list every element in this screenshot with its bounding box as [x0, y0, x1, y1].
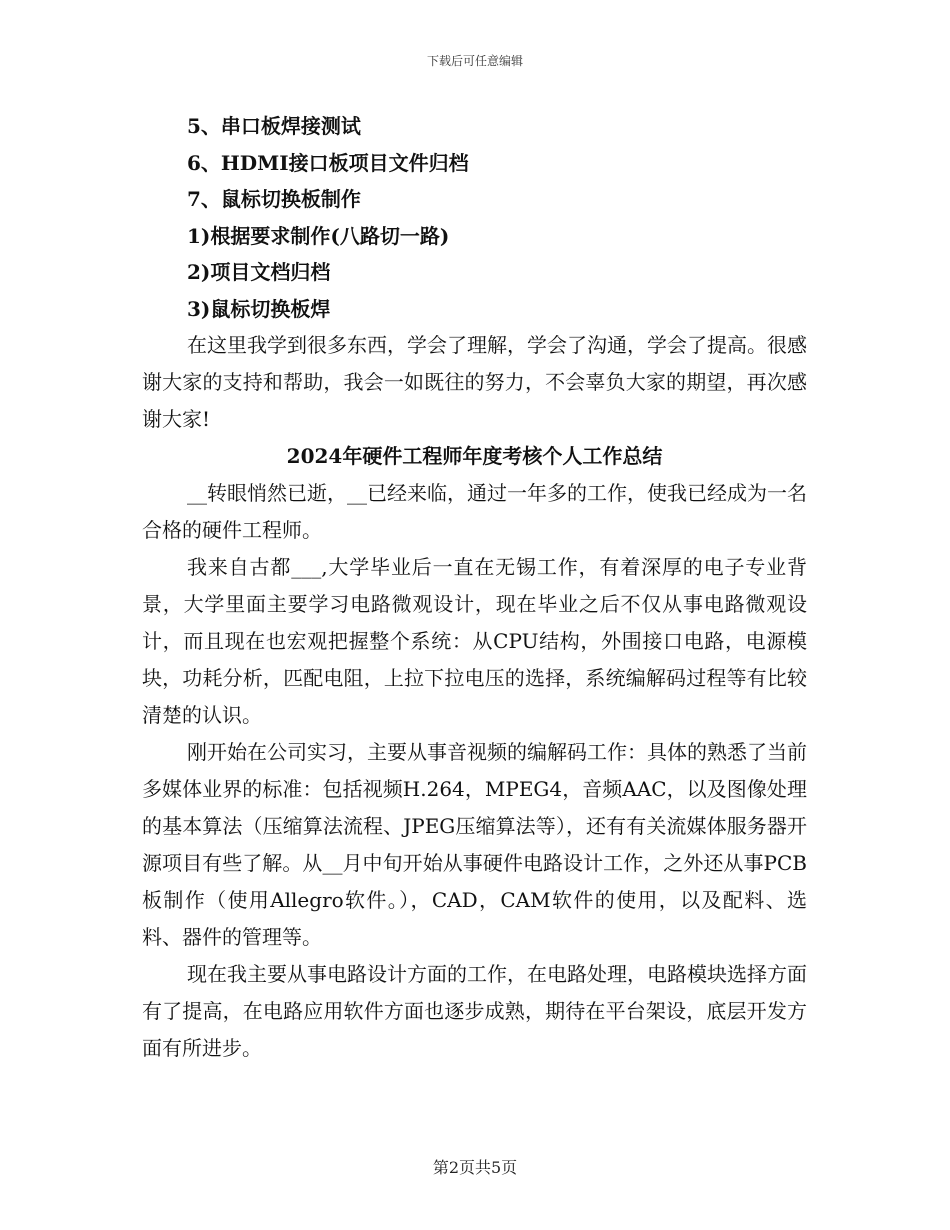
document-body	[142, 108, 807, 1067]
list-item: 1)根据要求制作(八路切一路)	[187, 223, 450, 248]
page-header-note: 下载后可任意编辑	[426, 54, 523, 68]
body-paragraph: 刚开始在公司实习，主要从事音视频的编解码工作：具体的熟悉了当前多媒体业界的标准：包括视频H.264，MPEG4，音频AAC，以及图像处理的基本算法（压缩算法流程、JPEG压缩算法等），还有有关流媒体服务器开源项目有些了解。从__月中旬开始从事硬件电路设计工作，之外还从事PCB板制作（使用Allegro软件。），CAD，CAM软件的使用，以及配料、选料、器件的管理等。	[142, 740, 807, 949]
list-item: 5、串口板焊接测试	[187, 114, 361, 138]
list-item: 6、HDMI接口板项目文件归档	[187, 150, 469, 175]
page-number: 第2页共5页	[432, 1158, 518, 1177]
body-paragraph: 我来自古都___,大学毕业后一直在无锡工作，有着深厚的电子专业背景，大学里面主要学习电路微观设计，现在毕业之后不仅从事电路微观设计，而且现在也宏观把握整个系统：从CPU结构，外围接口电路，电源模块，功耗分析，匹配电阻，上拉下拉电压的选择，系统编解码过程等有比较清楚的认识。	[142, 555, 807, 727]
body-paragraph: __转眼悄然已逝，__已经来临，通过一年多的工作，使我已经成为一名合格的硬件工程师。	[142, 481, 807, 542]
section-title: 2024年硬件工程师年度考核个人工作总结	[286, 444, 663, 468]
body-paragraph: 现在我主要从事电路设计方面的工作，在电路处理，电路模块选择方面有了提高，在电路应用软件方面也逐步成熟，期待在平台架设，底层开发方面有所进步。	[142, 962, 807, 1060]
list-item: 2)项目文档归档	[187, 260, 331, 284]
list-item: 7、鼠标切换板制作	[187, 187, 361, 211]
list-item: 3)鼠标切换板焊	[187, 296, 331, 321]
closing-paragraph: 在这里我学到很多东西，学会了理解，学会了沟通，学会了提高。很感谢大家的支持和帮助，我会一如既往的努力，不会辜负大家的期望，再次感谢大家!	[142, 333, 807, 431]
